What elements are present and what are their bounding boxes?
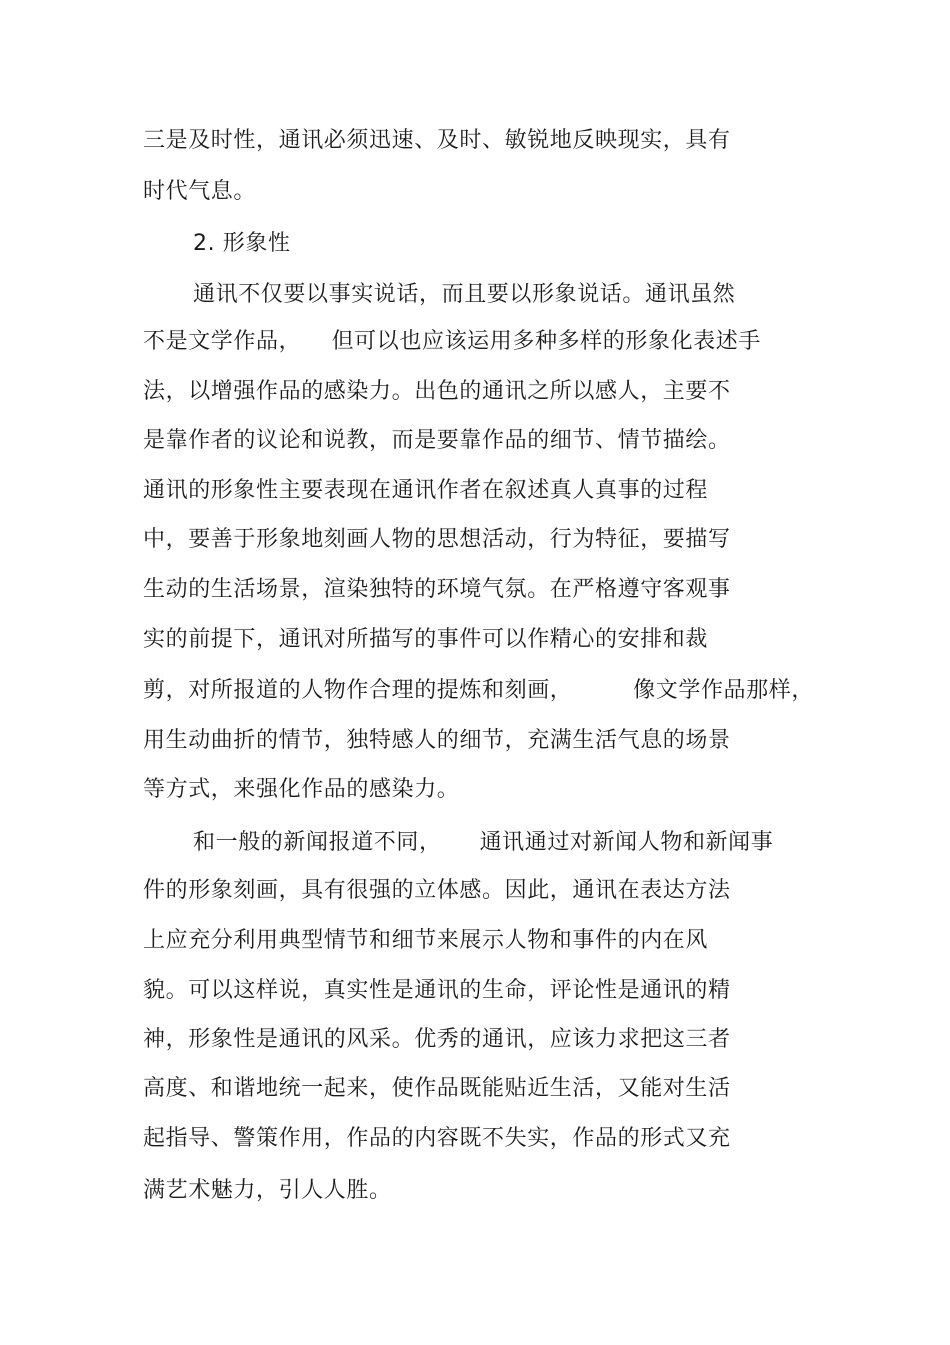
text-line: 等方式，来强化作品的感染力。 xyxy=(143,777,460,802)
text-line: 中，要善于形象地刻画人物的思想活动，行为特征，要描写 xyxy=(143,527,731,552)
text-line: 件的形象刻画，具有很强的立体感。因此，通讯在表达方法 xyxy=(143,878,731,903)
text-line: 起指导、警策作用，作品的内容既不失实，作品的形式又充 xyxy=(143,1126,731,1151)
text-line: 和一般的新闻报道不同， 通讯通过对新闻人物和新闻事 xyxy=(193,830,774,855)
text-line: 通讯的形象性主要表现在通讯作者在叙述真人真事的过程 xyxy=(143,478,709,503)
text-line: 是靠作者的议论和说教，而是要靠作品的细节、情节描绘。 xyxy=(143,428,731,453)
text-line: 三是及时性，通讯必须迅速、及时、敏锐地反映现实，具有 xyxy=(143,128,731,153)
text-line: 剪，对所报道的人物作合理的提炼和刻画， 像文学作品那样， xyxy=(143,678,814,703)
text-line: 生动的生活场景，渲染独特的环境气氛。在严格遵守客观事 xyxy=(143,577,731,602)
text-line: 用生动曲折的情节，独特感人的细节，充满生活气息的场景 xyxy=(143,728,731,753)
text-line: 高度、和谐地统一起来，使作品既能贴近生活，又能对生活 xyxy=(143,1076,731,1101)
text-line: 法，以增强作品的感染力。出色的通讯之所以感人，主要不 xyxy=(143,379,731,404)
text-line: 不是文学作品， 但可以也应该运用多种多样的形象化表述手 xyxy=(143,329,761,354)
text-line: 通讯不仅要以事实说话，而且要以形象说话。通讯虽然 xyxy=(193,282,736,307)
text-line: 时代气息。 xyxy=(143,179,257,204)
text-line: 神，形象性是通讯的风采。优秀的通讯，应该力求把这三者 xyxy=(143,1027,731,1052)
text-line: 貌。可以这样说，真实性是通讯的生命，评论性是通讯的精 xyxy=(143,978,731,1003)
text-line: 满艺术魅力，引人人胜。 xyxy=(143,1178,392,1203)
section-heading: 2. 形象性 xyxy=(193,231,291,256)
text-line: 上应充分利用典型情节和细节来展示人物和事件的内在风 xyxy=(143,928,709,953)
text-line: 实的前提下，通讯对所描写的事件可以作精心的安排和裁 xyxy=(143,627,709,652)
